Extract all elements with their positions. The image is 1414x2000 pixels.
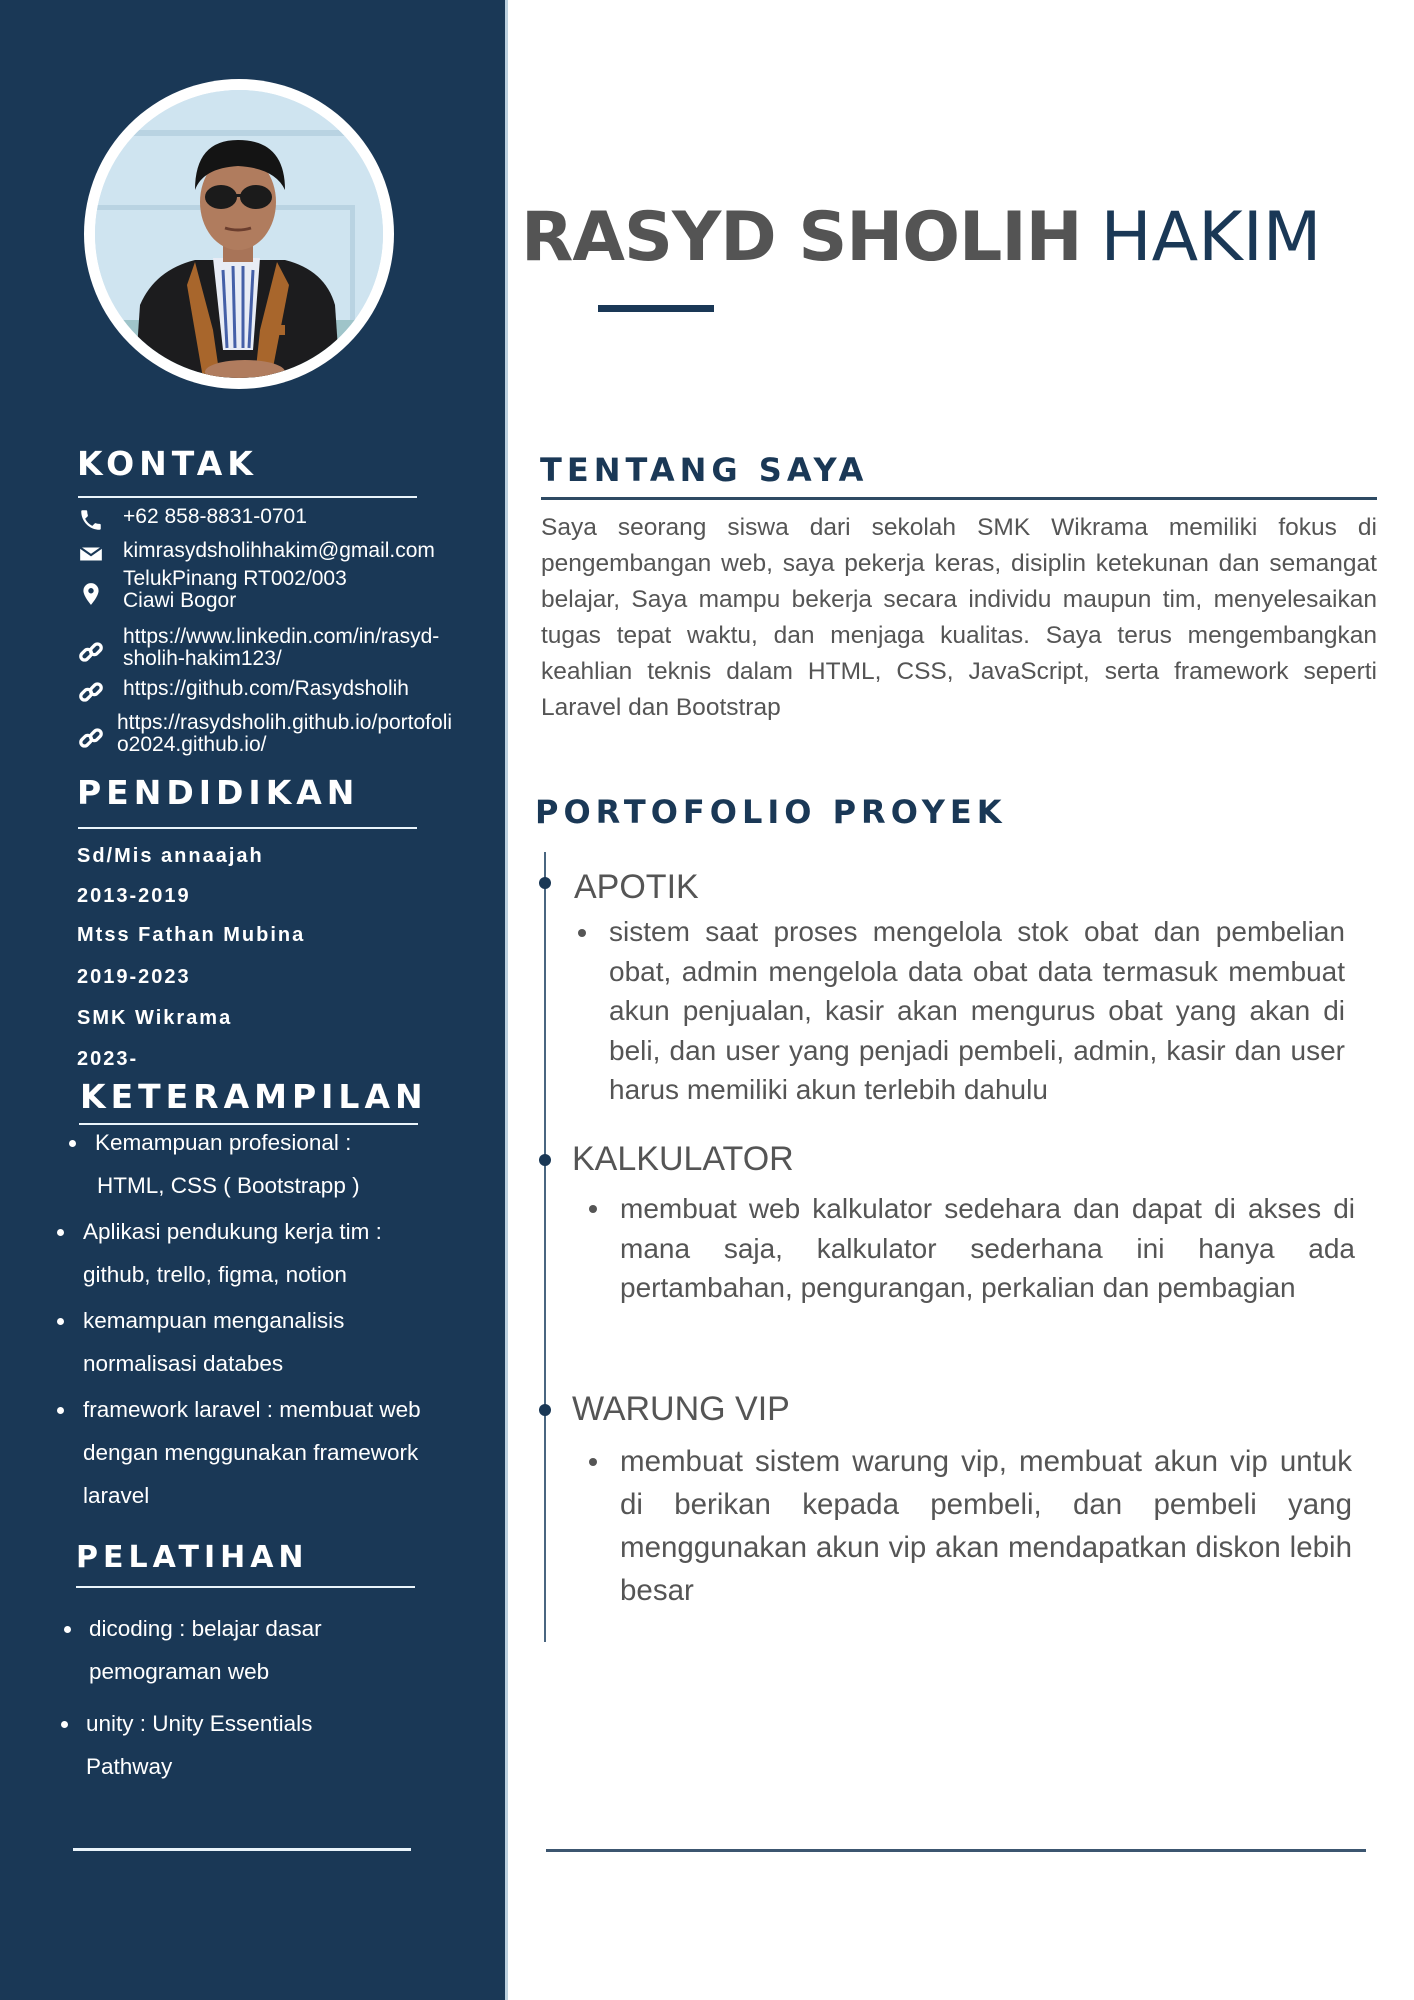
link-icon xyxy=(77,724,105,752)
education-heading-underline xyxy=(78,827,417,829)
bullet-icon xyxy=(578,929,586,937)
project-title: WARUNG VIP xyxy=(572,1390,790,1428)
bullet-icon xyxy=(69,1140,76,1147)
contact-portfolio[interactable] xyxy=(77,712,452,756)
training-line: dicoding : belajar dasar xyxy=(89,1616,322,1641)
sidebar-bottom-divider xyxy=(73,1848,411,1851)
skills-list xyxy=(95,1121,360,1207)
contact-phone[interactable] xyxy=(77,506,307,534)
name-last: HAKIM xyxy=(1100,198,1322,277)
about-text: Saya seorang siswa dari sekolah SMK Wikrama memiliki fokus di pengembangan web, saya pekerja keras, disiplin ketekunan dan semangat belajar, Saya mampu bekerja secara individu maupun tim, menyelesaikan tugas tepat waktu, dan menjaga kualitas. Saya terus mengembangkan keahlian teknis dalam HTML, CSS, JavaScript, serta framework seperti Laravel dan Bootstrap xyxy=(541,514,1377,721)
skill-line: laravel xyxy=(83,1483,150,1508)
portfolio-timeline xyxy=(544,852,546,1642)
skill-line: normalisasi databes xyxy=(83,1351,284,1376)
bullet-icon xyxy=(57,1407,64,1414)
project-description: membuat sistem warung vip, membuat akun vip untuk di berikan kepada pembeli, dan pembeli yang menggunakan akun vip akan mendapatkan diskon lebih besar xyxy=(620,1445,1352,1607)
bullet-icon xyxy=(589,1205,597,1213)
contact-heading: KONTAK xyxy=(77,444,258,483)
contact-email-text xyxy=(123,540,435,562)
address-line-2: Ciawi Bogor xyxy=(123,589,237,612)
bullet-icon xyxy=(589,1458,597,1466)
skill-line: Kemampuan profesional : xyxy=(95,1130,352,1155)
project-title: APOTIK xyxy=(574,868,699,906)
skill-line: framework laravel : membuat web xyxy=(83,1397,421,1422)
project-description: membuat web kalkulator sedehara dan dapat di akses di mana saja, kalkulator sederhana ini hanya ada pertambahan, pengurangan, perkalian dan pembagian xyxy=(620,1193,1355,1303)
name-first: RASYD SHOLIH xyxy=(521,198,1082,277)
sidebar-divider xyxy=(505,0,508,2000)
portfolio-heading: PORTOFOLIO PROYEK xyxy=(535,793,1007,831)
location-pin-icon xyxy=(77,580,105,608)
mail-icon xyxy=(77,540,105,568)
contact-portfolio-text xyxy=(117,712,452,756)
training-item xyxy=(89,1607,322,1693)
portfolio-url-line-1: https://rasydsholih.github.io/portofoli xyxy=(117,711,453,734)
contact-address xyxy=(77,568,347,612)
email-address: kimrasydsholihhakim@gmail.com xyxy=(123,539,435,562)
bullet-icon xyxy=(61,1721,68,1728)
about-heading-underline xyxy=(541,497,1377,500)
contact-email[interactable] xyxy=(77,540,435,568)
name-accent-bar xyxy=(598,305,714,312)
skill-line: github, trello, figma, notion xyxy=(83,1262,347,1287)
portfolio-url-line-2: o2024.github.io/ xyxy=(117,733,267,756)
linkedin-url-line-2: sholih-hakim123/ xyxy=(123,647,282,670)
contact-github[interactable] xyxy=(77,678,409,706)
profile-photo xyxy=(95,90,383,378)
education-years: 2013-2019 xyxy=(77,885,191,907)
timeline-marker xyxy=(539,877,551,889)
skill-item xyxy=(83,1210,421,1296)
main-bottom-divider xyxy=(546,1849,1366,1852)
training-line: unity : Unity Essentials xyxy=(86,1711,313,1736)
training-heading-underline xyxy=(76,1586,415,1588)
about-heading: TENTANG SAYA xyxy=(540,451,869,489)
skill-line: kemampuan menganalisis xyxy=(83,1308,345,1333)
phone-icon xyxy=(77,506,105,534)
training-item xyxy=(86,1702,319,1788)
skill-item xyxy=(83,1388,421,1517)
contact-github-text xyxy=(123,678,409,700)
project-title: KALKULATOR xyxy=(572,1140,794,1178)
skill-line: HTML, CSS ( Bootstrapp ) xyxy=(97,1173,360,1198)
full-name xyxy=(521,198,1321,277)
timeline-marker xyxy=(539,1154,551,1166)
contact-address-text xyxy=(123,568,347,612)
education-school: Sd/Mis annaajah xyxy=(77,845,264,867)
training-heading: PELATIHAN xyxy=(76,1540,309,1575)
link-icon xyxy=(77,638,105,666)
bullet-icon xyxy=(57,1318,64,1325)
contact-linkedin[interactable] xyxy=(77,626,439,670)
skill-line: Aplikasi pendukung kerja tim : xyxy=(83,1219,382,1244)
training-line: Pathway xyxy=(86,1754,173,1779)
skills-list xyxy=(83,1210,421,1517)
skill-item xyxy=(83,1299,421,1385)
bullet-icon xyxy=(64,1626,71,1633)
contact-linkedin-text xyxy=(123,626,439,670)
project-description: sistem saat proses mengelola stok obat dan pembelian obat, admin mengelola data obat data termasuk membuat akun penjualan, kasir akan mengurus obat yang akan di beli, dan user yang penjadi pembeli, admin, kasir dan user harus memiliki akun terlebih dahulu xyxy=(609,916,1345,1105)
education-school: SMK Wikrama xyxy=(77,1007,233,1029)
phone-number: +62 858-8831-0701 xyxy=(123,505,307,528)
skill-line: dengan menggunakan framework xyxy=(83,1440,419,1465)
contact-heading-underline xyxy=(78,496,417,498)
training-list xyxy=(86,1607,322,1788)
address-line-1: TelukPinang RT002/003 xyxy=(123,567,347,590)
link-icon xyxy=(77,678,105,706)
skills-heading: KETERAMPILAN xyxy=(80,1077,428,1116)
bullet-icon xyxy=(57,1229,64,1236)
linkedin-url-line-1: https://www.linkedin.com/in/rasyd- xyxy=(123,625,440,648)
training-line: pemograman web xyxy=(89,1659,270,1684)
timeline-marker xyxy=(539,1404,551,1416)
contact-phone-text xyxy=(123,506,307,528)
education-years: 2019-2023 xyxy=(77,966,191,988)
education-school: Mtss Fathan Mubina xyxy=(77,924,306,946)
skill-item xyxy=(95,1121,360,1207)
education-years: 2023- xyxy=(77,1048,139,1070)
education-heading: PENDIDIKAN xyxy=(77,773,360,812)
github-url: https://github.com/Rasydsholih xyxy=(123,677,409,700)
profile-photo-illustration xyxy=(95,90,383,378)
